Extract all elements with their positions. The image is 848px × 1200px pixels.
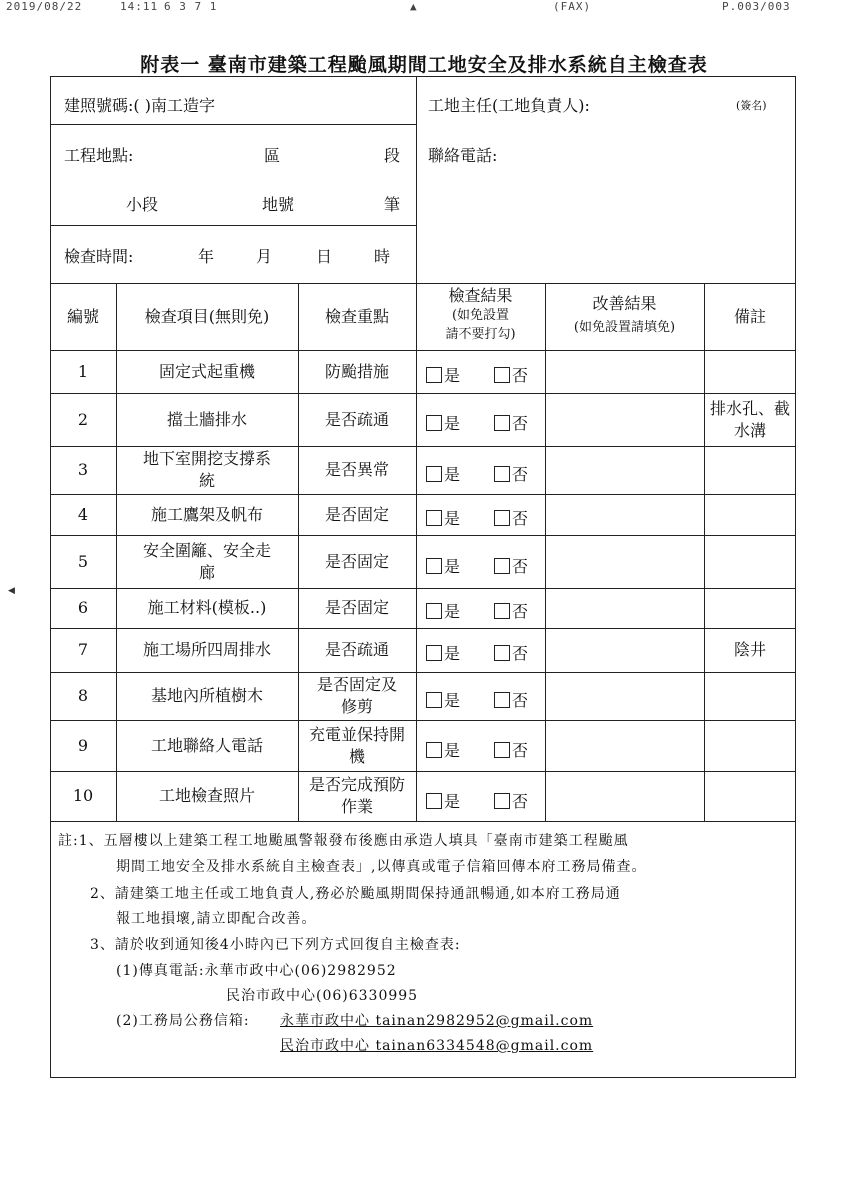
row-item: 施工材料(模板..) bbox=[147, 598, 267, 617]
col-header-item: 檢查項目(無則免) bbox=[144, 306, 270, 326]
no-checkbox[interactable] bbox=[494, 411, 528, 434]
no-label: 否 bbox=[512, 509, 529, 528]
location-label: 工程地點: bbox=[64, 146, 134, 165]
fax-time: 14:11 bbox=[120, 0, 159, 13]
fax-number: 6 3 7 1 bbox=[164, 0, 218, 13]
col-line-5 bbox=[704, 283, 705, 821]
day-label: 日 bbox=[316, 247, 333, 266]
no-label: 否 bbox=[512, 644, 529, 663]
yes-label: 是 bbox=[444, 509, 461, 528]
yes-checkbox[interactable] bbox=[426, 363, 460, 386]
col-header-improve: 改善結果 bbox=[592, 294, 657, 313]
header-divider bbox=[416, 76, 417, 283]
row-focus: 是否疏通 bbox=[324, 640, 389, 659]
row-focus: 充電並保持開機 bbox=[308, 724, 405, 766]
row-improve-field[interactable] bbox=[545, 771, 704, 821]
row-improve-field[interactable] bbox=[545, 628, 704, 672]
form-title: 附表一 臺南市建築工程颱風期間工地安全及排水系統自主檢查表 bbox=[140, 54, 708, 76]
no-label: 否 bbox=[512, 741, 529, 760]
no-checkbox[interactable] bbox=[494, 462, 528, 485]
mail-link-2[interactable]: 民治市政中心 tainan6334548@gmail.com bbox=[280, 1038, 594, 1054]
fax-page: P.003/003 bbox=[722, 0, 791, 13]
row-focus: 是否固定 bbox=[324, 504, 389, 524]
no-label: 否 bbox=[512, 366, 529, 385]
yes-label: 是 bbox=[444, 557, 461, 576]
no-label: 否 bbox=[512, 557, 529, 576]
row-no: 2 bbox=[77, 409, 89, 429]
header-line-2 bbox=[50, 225, 416, 226]
note-mail-label: (2)工務局公務信箱: bbox=[116, 1013, 250, 1029]
no-checkbox[interactable] bbox=[494, 688, 528, 711]
row-no: 10 bbox=[72, 786, 94, 805]
row-no: 5 bbox=[77, 551, 89, 571]
yes-checkbox[interactable] bbox=[426, 738, 460, 761]
yes-label: 是 bbox=[444, 366, 461, 385]
no-checkbox[interactable] bbox=[494, 363, 528, 386]
note-1a: 註:1、五層樓以上建築工程工地颱風警報發布後應由承造人填具「臺南市建築工程颱風 bbox=[58, 833, 629, 849]
row-item: 工地聯絡人電話 bbox=[150, 735, 263, 755]
note-3: 3、請於收到通知後4小時內已下列方式回復自主檢查表: bbox=[90, 937, 461, 953]
col-header-result-note2: 請不要打勾) bbox=[445, 327, 516, 342]
table-bottom-line bbox=[50, 821, 796, 822]
note-fax-2: 民治市政中心(06)6330995 bbox=[226, 988, 419, 1004]
signature-hint: (簽名) bbox=[736, 99, 767, 112]
month-label: 月 bbox=[256, 247, 273, 266]
row-focus: 是否固定 bbox=[324, 598, 389, 617]
yes-label: 是 bbox=[444, 741, 461, 760]
yes-label: 是 bbox=[444, 691, 461, 710]
row-improve-field[interactable] bbox=[545, 672, 704, 720]
row-focus: 是否完成預防作業 bbox=[308, 775, 405, 816]
yes-checkbox[interactable] bbox=[426, 506, 460, 529]
row-no: 3 bbox=[77, 460, 89, 479]
row-no: 7 bbox=[77, 640, 89, 659]
col-header-remark: 備註 bbox=[733, 306, 766, 326]
permit-label: 建照號碼:( )南工造字 bbox=[64, 96, 215, 115]
note-2a: 2、請建築工地主任或工地負責人,務必於颱風期間保持通訊暢通,如本府工務局通 bbox=[90, 886, 621, 902]
row-improve-field[interactable] bbox=[545, 350, 704, 393]
yes-label: 是 bbox=[444, 414, 461, 433]
fax-label: (FAX) bbox=[553, 0, 592, 13]
no-checkbox[interactable] bbox=[494, 789, 528, 812]
yes-label: 是 bbox=[444, 602, 461, 621]
row-item: 地下室開挖支撐系統 bbox=[142, 449, 271, 490]
row-item: 安全圍籬、安全走廊 bbox=[142, 540, 271, 582]
phone-label: 聯絡電話: bbox=[428, 146, 498, 165]
section-label: 段 bbox=[384, 146, 401, 165]
row-improve-field[interactable] bbox=[545, 588, 704, 628]
subsection-label: 小段 bbox=[126, 195, 159, 214]
col-header-no: 編號 bbox=[66, 306, 99, 326]
no-checkbox[interactable] bbox=[494, 641, 528, 664]
fax-date: 2019/08/22 bbox=[6, 0, 83, 13]
yes-checkbox[interactable] bbox=[426, 789, 460, 812]
supervisor-label: 工地主任(工地負責人): bbox=[428, 96, 590, 115]
no-checkbox[interactable] bbox=[494, 506, 528, 529]
no-label: 否 bbox=[512, 602, 529, 621]
row-item: 擋土牆排水 bbox=[166, 409, 247, 429]
year-label: 年 bbox=[198, 247, 215, 266]
no-checkbox[interactable] bbox=[494, 554, 528, 577]
row-improve-field[interactable] bbox=[545, 494, 704, 535]
inspect-time-label: 檢查時間: bbox=[64, 247, 134, 266]
row-item: 工地檢查照片 bbox=[158, 786, 255, 805]
row-improve-field[interactable] bbox=[545, 720, 704, 771]
no-label: 否 bbox=[512, 465, 529, 484]
no-label: 否 bbox=[512, 414, 529, 433]
yes-label: 是 bbox=[444, 644, 461, 663]
note-fax-1: (1)傳真電話:永華市政中心(06)2982952 bbox=[116, 963, 397, 979]
row-focus: 是否固定及修剪 bbox=[316, 675, 397, 716]
no-label: 否 bbox=[512, 792, 529, 811]
row-item: 固定式起重機 bbox=[158, 361, 255, 381]
row-focus: 是否異常 bbox=[324, 460, 389, 479]
yes-label: 是 bbox=[444, 792, 461, 811]
row-remark: 排水孔、截水溝 bbox=[709, 398, 790, 440]
lot-no-label: 地號 bbox=[262, 195, 295, 214]
row-no: 4 bbox=[77, 504, 89, 524]
col-header-result-note: (如免設置 bbox=[451, 308, 510, 323]
yes-checkbox[interactable] bbox=[426, 688, 460, 711]
yes-checkbox[interactable] bbox=[426, 462, 460, 485]
row-improve-field[interactable] bbox=[545, 393, 704, 446]
yes-checkbox[interactable] bbox=[426, 554, 460, 577]
yes-checkbox[interactable] bbox=[426, 641, 460, 664]
col-header-result: 檢查結果 bbox=[448, 286, 513, 305]
col-header-focus: 檢查重點 bbox=[324, 306, 389, 326]
district-label: 區 bbox=[264, 146, 281, 165]
fax-arrow-icon: ▲ bbox=[410, 0, 418, 13]
row-focus: 是否疏通 bbox=[324, 409, 389, 429]
yes-checkbox[interactable] bbox=[426, 599, 460, 622]
hour-label: 時 bbox=[374, 247, 391, 266]
note-2b: 報工地損壞,請立即配合改善。 bbox=[116, 911, 317, 927]
row-improve-field[interactable] bbox=[545, 535, 704, 588]
row-focus: 防颱措施 bbox=[324, 361, 389, 381]
no-label: 否 bbox=[512, 691, 529, 710]
row-no: 8 bbox=[77, 686, 89, 705]
scan-mark-icon: ◀ bbox=[8, 586, 15, 596]
row-focus: 是否固定 bbox=[324, 551, 389, 571]
row-no: 9 bbox=[77, 735, 89, 755]
mail-link-1[interactable]: 永華市政中心 tainan2982952@gmail.com bbox=[280, 1013, 594, 1029]
yes-checkbox[interactable] bbox=[426, 411, 460, 434]
col-line-3 bbox=[416, 283, 417, 821]
row-no: 6 bbox=[77, 598, 89, 617]
header-line-1 bbox=[50, 124, 416, 125]
col-header-improve-note: (如免設置請填免) bbox=[573, 320, 676, 335]
row-item: 施工鷹架及帆布 bbox=[150, 504, 263, 524]
no-checkbox[interactable] bbox=[494, 738, 528, 761]
row-item: 施工場所四周排水 bbox=[142, 640, 271, 659]
no-checkbox[interactable] bbox=[494, 599, 528, 622]
lot-unit-label: 筆 bbox=[384, 195, 401, 214]
note-1b: 期間工地安全及排水系統自主檢查表」,以傳真或電子信箱回傳本府工務局備查。 bbox=[116, 859, 647, 875]
row-no: 1 bbox=[77, 361, 89, 381]
row-improve-field[interactable] bbox=[545, 446, 704, 494]
yes-label: 是 bbox=[444, 465, 461, 484]
row-remark: 陰井 bbox=[733, 640, 766, 659]
row-item: 基地內所植樹木 bbox=[150, 686, 263, 705]
